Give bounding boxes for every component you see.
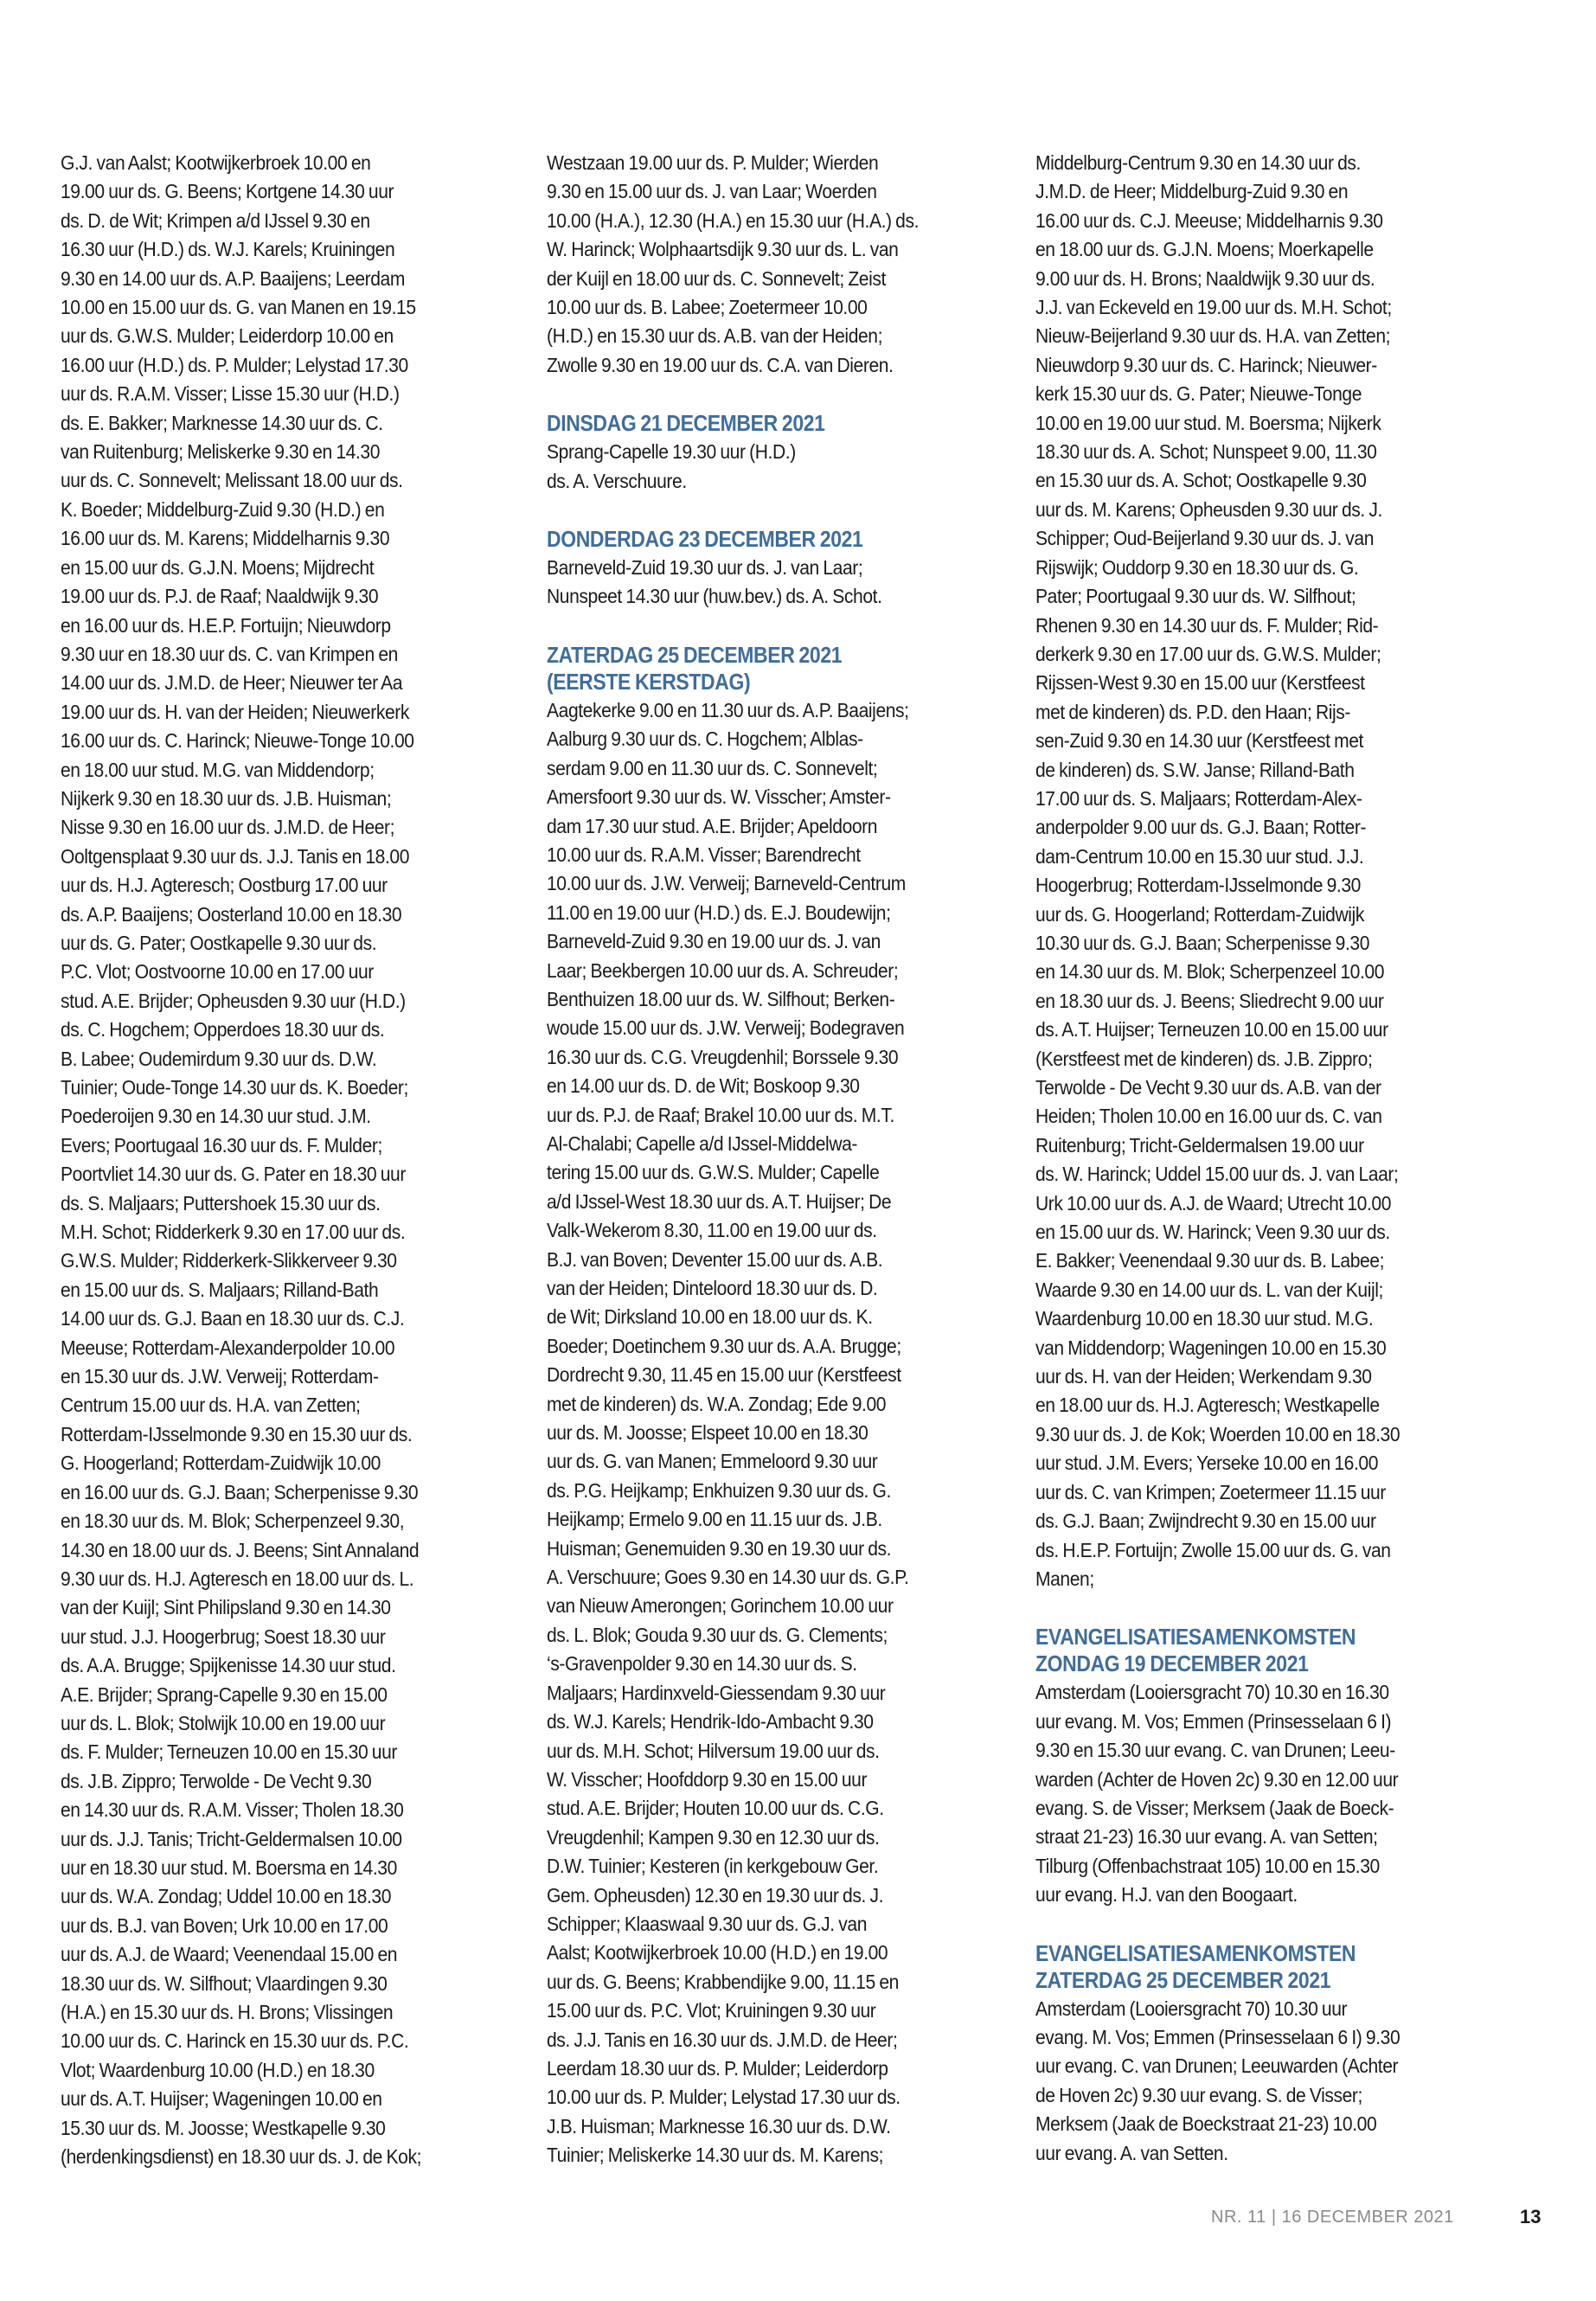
listing-line: 9.30 uur en 18.30 uur ds. C. van Krimpen en bbox=[61, 642, 398, 665]
listing-line: serdam 9.00 en 11.30 uur ds. C. Sonnevelt; bbox=[547, 756, 878, 779]
listing-line: (H.D.) en 15.30 uur ds. A.B. van der Heiden; bbox=[547, 324, 883, 348]
listing-line: en 16.00 uur ds. H.E.P. Fortuijn; Nieuwdorp bbox=[61, 613, 391, 637]
listing-line: woude 15.00 uur ds. J.W. Verweij; Bodegraven bbox=[547, 1016, 905, 1040]
listing-line: Nisse 9.30 en 16.00 uur ds. J.M.D. de Heer; bbox=[61, 816, 395, 839]
listing-line: de kinderen) ds. S.W. Janse; Rilland-Bath bbox=[1035, 758, 1355, 781]
listing-line: en 14.00 uur ds. D. de Wit; Boskoop 9.30 bbox=[547, 1074, 860, 1098]
listing-line: dam-Centrum 10.00 en 15.30 uur stud. J.J. bbox=[1035, 844, 1364, 868]
listing-line: ds. H.E.P. Fortuijn; Zwolle 15.00 uur ds. G. van bbox=[1035, 1538, 1391, 1561]
listing-line: uur ds. G. Hoogerland; Rotterdam-Zuidwijk bbox=[1035, 902, 1364, 926]
listing-line: Ooltgensplaat 9.30 uur ds. J.J. Tanis en 18.00 bbox=[61, 844, 410, 868]
listing-line: van der Kuijl; Sint Philipsland 9.30 en 14.30 bbox=[61, 1596, 391, 1619]
listing-line: (Kerstfeest met de kinderen) ds. J.B. Zippro; bbox=[1035, 1047, 1373, 1070]
listing-line: 14.00 uur ds. G.J. Baan en 18.30 uur ds. C.J. bbox=[61, 1307, 405, 1330]
listing-line: Barneveld-Zuid 19.30 uur ds. J. van Laar; bbox=[547, 556, 863, 580]
listing-line: Aagtekerke 9.00 en 11.30 uur ds. A.P. Baaijens; bbox=[547, 698, 909, 721]
listing-line: uur stud. J.M. Evers; Yerseke 10.00 en 16.00 bbox=[1035, 1452, 1378, 1475]
listing-line: Boeder; Doetinchem 9.30 uur ds. A.A. Brugge; bbox=[547, 1334, 901, 1357]
listing-line: Rijssen-West 9.30 en 15.00 uur (Kerstfeest bbox=[1035, 671, 1365, 695]
section-heading: EVANGELISATIESAMENKOMSTEN bbox=[1035, 1625, 1356, 1650]
listing-line: en 15.00 uur ds. W. Harinck; Veen 9.30 uur ds. bbox=[1035, 1221, 1390, 1244]
listing-line: uur ds. A.T. Huijser; Wageningen 10.00 en bbox=[61, 2087, 382, 2111]
listing-line: Amsterdam (Looiersgracht 70) 10.30 en 16.30 bbox=[1035, 1681, 1389, 1704]
listing-line: 10.00 (H.A.), 12.30 (H.A.) en 15.30 uur (H.A.) ds. bbox=[547, 208, 920, 232]
listing-line: Hoogerbrug; Rotterdam-IJsselmonde 9.30 bbox=[1035, 874, 1361, 897]
listing-line: Al-Chalabi; Capelle a/d IJssel-Middelwa- bbox=[547, 1131, 858, 1155]
listing-line: Aalst; Kootwijkerbroek 10.00 (H.D.) en 19.00 bbox=[547, 1941, 888, 1965]
column-2 bbox=[547, 149, 989, 2170]
listing-line: uur ds. C. van Krimpen; Zoetermeer 11.15 uur bbox=[1035, 1480, 1386, 1503]
listing-line: ds. D. de Wit; Krimpen a/d IJssel 9.30 en bbox=[61, 208, 370, 232]
listing-line: en 18.00 uur stud. M.G. van Middendorp; bbox=[61, 758, 375, 781]
listing-line: Meeuse; Rotterdam-Alexanderpolder 10.00 bbox=[61, 1336, 395, 1359]
section-heading: DINSDAG 21 DECEMBER 2021 bbox=[547, 412, 825, 437]
listing-line: van Ruitenburg; Meliskerke 9.30 en 14.30 bbox=[61, 440, 380, 464]
listing-line: Westzaan 19.00 uur ds. P. Mulder; Wierden bbox=[547, 151, 879, 174]
listing-line: Ruitenburg; Tricht-Geldermalsen 19.00 uur bbox=[1035, 1133, 1364, 1157]
listing-line: Zwolle 9.30 en 19.00 uur ds. C.A. van Dieren. bbox=[547, 353, 894, 376]
listing-line: Heijkamp; Ermelo 9.00 en 11.15 uur ds. J.B. bbox=[547, 1508, 882, 1531]
listing-line: 14.00 uur ds. J.M.D. de Heer; Nieuwer ter Aa bbox=[61, 671, 403, 695]
listing-line: a/d IJssel-West 18.30 uur ds. A.T. Huijser; De bbox=[547, 1189, 892, 1213]
listing-line: 9.30 en 15.30 uur evang. C. van Drunen; Leeu- bbox=[1035, 1739, 1395, 1762]
column-3 bbox=[1035, 149, 1477, 2168]
footer-issue-info bbox=[1211, 2208, 1454, 2227]
listing-line: ds. L. Blok; Gouda 9.30 uur ds. G. Clements; bbox=[547, 1623, 888, 1646]
listing-line: 10.00 uur ds. B. Labee; Zoetermeer 10.00 bbox=[547, 296, 868, 319]
listing-line: ds. S. Maljaars; Puttershoek 15.30 uur ds. bbox=[61, 1191, 381, 1215]
listing-line: Tuinier; Oude-Tonge 14.30 uur ds. K. Boeder; bbox=[61, 1076, 408, 1099]
listing-line: Terwolde - De Vecht 9.30 uur ds. A.B. van der bbox=[1035, 1076, 1381, 1099]
listing-line: 19.00 uur ds. H. van der Heiden; Nieuwerkerk bbox=[61, 700, 409, 723]
listing-line: Valk-Wekerom 8.30, 11.00 en 19.00 uur ds. bbox=[547, 1219, 877, 1242]
listing-line: uur ds. M. Karens; Opheusden 9.30 uur ds. J. bbox=[1035, 497, 1382, 521]
listing-line: uur ds. M.H. Schot; Hilversum 19.00 uur ds. bbox=[547, 1739, 880, 1762]
listing-line: Rijswijk; Ouddorp 9.30 en 18.30 uur ds. G. bbox=[1035, 555, 1359, 579]
listing-line: ds. W. Harinck; Uddel 15.00 uur ds. J. van Laar; bbox=[1035, 1163, 1399, 1186]
listing-line: ds. A. Verschuure. bbox=[547, 469, 687, 492]
listing-line: Nieuw-Beijerland 9.30 uur ds. H.A. van Zetten; bbox=[1035, 324, 1391, 348]
listing-line: J.M.D. de Heer; Middelburg-Zuid 9.30 en bbox=[1035, 180, 1349, 203]
listing-line: uur ds. C. Sonnevelt; Melissant 18.00 uur ds. bbox=[61, 469, 403, 492]
listing-line: Rotterdam-IJsselmonde 9.30 en 15.30 uur ds. bbox=[61, 1422, 413, 1445]
listing-line: Dordrecht 9.30, 11.45 en 15.00 uur (Kerstfeest bbox=[547, 1363, 901, 1387]
listing-line: (herdenkingsdienst) en 18.30 uur ds. J. de Kok; bbox=[61, 2145, 422, 2169]
listing-line: derkerk 9.30 en 17.00 uur ds. G.W.S. Mulder; bbox=[1035, 642, 1381, 665]
listing-line: uur ds. M. Joosse; Elspeet 10.00 en 18.30 bbox=[547, 1421, 869, 1445]
listing-line: uur ds. G. van Manen; Emmeloord 9.30 uur bbox=[547, 1450, 878, 1473]
listing-line: Centrum 15.00 uur ds. H.A. van Zetten; bbox=[61, 1394, 361, 1417]
listing-line: uur ds. G.W.S. Mulder; Leiderdorp 10.00 en bbox=[61, 324, 394, 348]
section-heading: ZATERDAG 25 DECEMBER 2021 bbox=[547, 643, 843, 668]
listing-line: Maljaars; Hardinxveld-Giessendam 9.30 uur bbox=[547, 1681, 886, 1704]
listing-line: 18.30 uur ds. W. Silfhout; Vlaardingen 9.30 bbox=[61, 1971, 388, 1995]
listing-line: ds. J.J. Tanis en 16.30 uur ds. J.M.D. de Heer; bbox=[547, 2028, 898, 2051]
page-number: 13 bbox=[1520, 2206, 1542, 2227]
listing-line: Amsterdam (Looiersgracht 70) 10.30 uur bbox=[1035, 1997, 1348, 2020]
listing-line: 15.30 uur ds. M. Joosse; Westkapelle 9.30 bbox=[61, 2116, 386, 2139]
listing-line: 14.30 en 18.00 uur ds. J. Beens; Sint Annaland bbox=[61, 1538, 420, 1561]
listing-line: Pater; Poortugaal 9.30 uur ds. W. Silfhout; bbox=[1035, 585, 1356, 608]
listing-line: 10.00 uur ds. R.A.M. Visser; Barendrecht bbox=[547, 843, 861, 866]
listing-line: D.W. Tuinier; Kesteren (in kerkgebouw Ger. bbox=[547, 1855, 879, 1878]
listing-line: J.B. Huisman; Marknesse 16.30 uur ds. D.W. bbox=[547, 2114, 891, 2138]
listing-line: Barneveld-Zuid 9.30 en 19.00 uur ds. J. van bbox=[547, 930, 881, 953]
listing-line: Nieuwdorp 9.30 uur ds. C. Harinck; Nieuwer- bbox=[1035, 353, 1377, 376]
listing-line: uur ds. J.J. Tanis; Tricht-Geldermalsen 10.00 bbox=[61, 1827, 402, 1850]
listing-line: Evers; Poortugaal 16.30 uur ds. F. Mulder; bbox=[61, 1133, 382, 1157]
listing-line: Heiden; Tholen 10.00 en 16.00 uur ds. C. van bbox=[1035, 1105, 1382, 1128]
listing-line: uur evang. A. van Setten. bbox=[1035, 2141, 1228, 2164]
listing-line: 16.30 uur ds. C.G. Vreugdenhil; Borssele 9.30 bbox=[547, 1045, 899, 1068]
section-heading: DONDERDAG 23 DECEMBER 2021 bbox=[547, 528, 863, 553]
listing-line: tering 15.00 uur ds. G.W.S. Mulder; Capelle bbox=[547, 1161, 880, 1184]
listing-line: E. Bakker; Veenendaal 9.30 uur ds. B. Labee; bbox=[1035, 1249, 1385, 1272]
listing-line: van Middendorp; Wageningen 10.00 en 15.30 bbox=[1035, 1336, 1387, 1359]
listing-line: uur stud. J.J. Hoogerbrug; Soest 18.30 uur bbox=[61, 1625, 386, 1648]
listing-line: 16.00 uur ds. C.J. Meeuse; Middelharnis 9.30 bbox=[1035, 208, 1383, 232]
listing-line: Manen; bbox=[1035, 1567, 1094, 1590]
listing-line: Amersfoort 9.30 uur ds. W. Visscher; Amster- bbox=[547, 785, 891, 809]
listing-line: W. Harinck; Wolphaartsdijk 9.30 uur ds. L. van bbox=[547, 238, 899, 261]
listing-line: P.C. Vlot; Oostvoorne 10.00 en 17.00 uur bbox=[61, 960, 374, 984]
listing-line: ds. A.T. Huijser; Terneuzen 10.00 en 15.00 uur bbox=[1035, 1018, 1388, 1042]
listing-line: straat 21-23) 16.30 uur evang. A. van Setten; bbox=[1035, 1825, 1378, 1849]
issue-number: NR. 11 bbox=[1211, 2208, 1266, 2227]
listing-line: ds. G.J. Baan; Zwijndrecht 9.30 en 15.00 uur bbox=[1035, 1509, 1376, 1533]
listing-line: kerk 15.30 uur ds. G. Pater; Nieuwe-Tonge bbox=[1035, 382, 1362, 406]
listing-line: ds. J.B. Zippro; Terwolde - De Vecht 9.30 bbox=[61, 1769, 372, 1792]
listing-line: evang. S. de Visser; Merksem (Jaak de Boeck- bbox=[1035, 1796, 1394, 1819]
section-heading: ZATERDAG 25 DECEMBER 2021 bbox=[1035, 1968, 1331, 1993]
listing-line: uur ds. H. van der Heiden; Werkendam 9.30 bbox=[1035, 1365, 1372, 1388]
listing-line: van der Heiden; Dinteloord 18.30 uur ds. D. bbox=[547, 1277, 878, 1299]
block-spacer bbox=[547, 380, 989, 411]
listing-line: en 15.30 uur ds. A. Schot; Oostkapelle 9.30 bbox=[1035, 469, 1367, 492]
listing-line: stud. A.E. Brijder; Opheusden 9.30 uur (H.D.) bbox=[61, 989, 406, 1012]
listing-line: 9.00 uur ds. H. Brons; Naaldwijk 9.30 uur ds. bbox=[1035, 266, 1375, 290]
listing-line: Laar; Beekbergen 10.00 uur ds. A. Schreuder; bbox=[547, 958, 899, 982]
block-spacer bbox=[1035, 1593, 1477, 1625]
listing-line: en 15.00 uur ds. G.J.N. Moens; Mijdrecht bbox=[61, 555, 375, 579]
listing-line: uur evang. H.J. van den Boogaart. bbox=[1035, 1883, 1298, 1907]
listing-line: evang. M. Vos; Emmen (Prinsesselaan 6 I) 9.30 bbox=[1035, 2025, 1401, 2048]
listing-line: dam 17.30 uur stud. A.E. Brijder; Apeldoorn bbox=[547, 814, 878, 837]
listing-line: 9.30 uur ds. H.J. Agteresch en 18.00 uur ds. L. bbox=[61, 1567, 414, 1590]
listing-line: en 18.30 uur ds. M. Blok; Scherpenzeel 9.30, bbox=[61, 1509, 405, 1533]
listing-line: met de kinderen) ds. P.D. den Haan; Rijs- bbox=[1035, 700, 1351, 723]
listing-line: van Nieuw Amerongen; Gorinchem 10.00 uur bbox=[547, 1594, 894, 1618]
listing-line: en 18.00 uur ds. G.J.N. Moens; Moerkapelle bbox=[1035, 238, 1374, 261]
listing-line: Nunspeet 14.30 uur (huw.bev.) ds. A. Schot. bbox=[547, 585, 882, 608]
listing-line: G.W.S. Mulder; Ridderkerk-Slikkerveer 9.30 bbox=[61, 1249, 397, 1272]
listing-line: Nijkerk 9.30 en 18.30 uur ds. J.B. Huisman; bbox=[61, 786, 392, 810]
listing-line: uur ds. G. Pater; Oostkapelle 9.30 uur ds. bbox=[61, 931, 377, 954]
listing-line: Tuinier; Meliskerke 14.30 uur ds. M. Karens; bbox=[547, 2144, 884, 2167]
listing-line: 9.30 en 14.00 uur ds. A.P. Baaijens; Leerdam bbox=[61, 266, 405, 290]
listing-line: Schipper; Klaaswaal 9.30 uur ds. G.J. van bbox=[547, 1912, 867, 1935]
listing-line: Huisman; Genemuiden 9.30 en 19.30 uur ds. bbox=[547, 1536, 892, 1560]
listing-line: uur ds. R.A.M. Visser; Lisse 15.30 uur (H.D.) bbox=[61, 382, 400, 406]
listing-line: A.E. Brijder; Sprang-Capelle 9.30 en 15.00 bbox=[61, 1682, 388, 1706]
listing-line: K. Boeder; Middelburg-Zuid 9.30 (H.D.) en bbox=[61, 497, 385, 521]
listing-line: Gem. Opheusden) 12.30 en 19.30 uur ds. J. bbox=[547, 1883, 884, 1907]
listing-line: 16.00 uur ds. C. Harinck; Nieuwe-Tonge 10.00 bbox=[61, 729, 414, 753]
listing-line: 10.30 uur ds. G.J. Baan; Scherpenisse 9.30 bbox=[1035, 931, 1370, 954]
listing-line: ds. A.P. Baaijens; Oosterland 10.00 en 18.30 bbox=[61, 902, 402, 926]
listing-line: Vreugdenhil; Kampen 9.30 en 12.30 uur ds. bbox=[547, 1825, 880, 1849]
listing-line: 16.00 uur (H.D.) ds. P. Mulder; Lelystad 17.30 bbox=[61, 353, 408, 376]
listing-line: en 16.00 uur ds. G.J. Baan; Scherpenisse 9.30 bbox=[61, 1480, 419, 1503]
listing-line: uur ds. L. Blok; Stolwijk 10.00 en 19.00 uur bbox=[61, 1711, 386, 1734]
listing-line: 9.30 uur ds. J. de Kok; Woerden 10.00 en 18.30 bbox=[1035, 1422, 1401, 1445]
listing-line: en 14.30 uur ds. R.A.M. Visser; Tholen 18.30 bbox=[61, 1798, 404, 1822]
listing-line: W. Visscher; Hoofddorp 9.30 en 15.00 uur bbox=[547, 1767, 868, 1791]
listing-line: ds. E. Bakker; Marknesse 14.30 uur ds. C. bbox=[61, 411, 383, 434]
listing-line: uur evang. C. van Drunen; Leeuwarden (Achter bbox=[1035, 2054, 1399, 2078]
listing-line: (H.A.) en 15.30 uur ds. H. Brons; Vlissingen bbox=[61, 2001, 394, 2023]
listing-line: 19.00 uur ds. P.J. de Raaf; Naaldwijk 9.30 bbox=[61, 585, 379, 608]
listing-line: ds. C. Hogchem; Opperdoes 18.30 uur ds. bbox=[61, 1018, 385, 1042]
listing-line: Schipper; Oud-Beijerland 9.30 uur ds. J. van bbox=[1035, 527, 1375, 550]
listing-line: uur en 18.30 uur stud. M. Boersma en 14.30 bbox=[61, 1856, 397, 1879]
listing-line: de Wit; Dirksland 10.00 en 18.00 uur ds. K. bbox=[547, 1305, 873, 1329]
listing-line: Benthuizen 18.00 uur ds. W. Silfhout; Berken- bbox=[547, 987, 895, 1010]
listing-line: en 18.00 uur ds. H.J. Agteresch; Westkapelle bbox=[1035, 1394, 1380, 1417]
listing-line: 17.00 uur ds. S. Maljaars; Rotterdam-Alex- bbox=[1035, 786, 1362, 810]
listing-line: Waarde 9.30 en 14.00 uur ds. L. van der Kuijl; bbox=[1035, 1278, 1383, 1301]
listing-line: stud. A.E. Brijder; Houten 10.00 uur ds. C.G. bbox=[547, 1797, 884, 1820]
listing-line: uur ds. A.J. de Waard; Veenendaal 15.00 en bbox=[61, 1943, 398, 1966]
listing-line: en 14.30 uur ds. M. Blok; Scherpenzeel 10.00 bbox=[1035, 960, 1385, 984]
listing-line: A. Verschuure; Goes 9.30 en 14.30 uur ds. G.P. bbox=[547, 1566, 909, 1589]
listing-line: uur ds. G. Beens; Krabbendijke 9.00, 11.15 en bbox=[547, 1970, 899, 1993]
listing-line: Vlot; Waardenburg 10.00 (H.D.) en 18.30 bbox=[61, 2058, 375, 2081]
listing-line: Aalburg 9.30 uur ds. C. Hogchem; Alblas- bbox=[547, 727, 863, 751]
listing-line: uur evang. M. Vos; Emmen (Prinsesselaan 6 I) bbox=[1035, 1709, 1392, 1733]
listing-line: Urk 10.00 uur ds. A.J. de Waard; Utrecht 10.00 bbox=[1035, 1191, 1392, 1215]
listing-line: 15.00 uur ds. P.C. Vlot; Kruiningen 9.30 uur bbox=[547, 1999, 876, 2022]
section-heading: EVANGELISATIESAMENKOMSTEN bbox=[1035, 1941, 1356, 1966]
listing-line: J.J. van Eckeveld en 19.00 uur ds. M.H. Schot; bbox=[1035, 296, 1392, 319]
block-spacer bbox=[1035, 1910, 1477, 1941]
listing-line: Sprang-Capelle 19.30 uur (H.D.) bbox=[547, 440, 796, 464]
listing-line: ds. F. Mulder; Terneuzen 10.00 en 15.30 uur bbox=[61, 1740, 398, 1764]
listing-line: 10.00 uur ds. J.W. Verweij; Barneveld-Centrum bbox=[547, 872, 906, 895]
listing-line: 10.00 uur ds. P. Mulder; Lelystad 17.30 uur ds. bbox=[547, 2086, 901, 2109]
listing-line: 10.00 uur ds. C. Harinck en 15.30 uur ds. P.C. bbox=[61, 2029, 409, 2053]
listing-line: 16.00 uur ds. M. Karens; Middelharnis 9.30 bbox=[61, 527, 390, 550]
listing-line: en 15.30 uur ds. J.W. Verweij; Rotterdam- bbox=[61, 1365, 379, 1388]
issue-date: 16 DECEMBER 2021 bbox=[1281, 2208, 1454, 2227]
listing-line: Poortvliet 14.30 uur ds. G. Pater en 18.30 uur bbox=[61, 1163, 406, 1186]
listing-line: 19.00 uur ds. G. Beens; Kortgene 14.30 uur bbox=[61, 180, 394, 203]
listing-line: ds. P.G. Heijkamp; Enkhuizen 9.30 uur ds. G. bbox=[547, 1478, 891, 1502]
listing-line: anderpolder 9.00 uur ds. G.J. Baan; Rotter- bbox=[1035, 816, 1367, 839]
listing-line: warden (Achter de Hoven 2c) 9.30 en 12.00 uur bbox=[1035, 1767, 1399, 1791]
listing-line: uur ds. P.J. de Raaf; Brakel 10.00 uur ds. M.T. bbox=[547, 1103, 894, 1126]
listing-line: 9.30 en 15.00 uur ds. J. van Laar; Woerden bbox=[547, 180, 877, 203]
listing-line: uur ds. W.A. Zondag; Uddel 10.00 en 18.30 bbox=[61, 1885, 392, 1908]
listing-line: B.J. van Boven; Deventer 15.00 uur ds. A.B. bbox=[547, 1247, 883, 1271]
listing-line: uur ds. B.J. van Boven; Urk 10.00 en 17.00 bbox=[61, 1913, 388, 1937]
block-spacer bbox=[547, 496, 989, 527]
listing-line: ds. W.J. Karels; Hendrik-Ido-Ambacht 9.30 bbox=[547, 1710, 874, 1734]
listing-line: B. Labee; Oudemirdum 9.30 uur ds. D.W. bbox=[61, 1047, 377, 1070]
listing-line: sen-Zuid 9.30 en 14.30 uur (Kerstfeest met bbox=[1035, 729, 1363, 753]
listing-line: G. Hoogerland; Rotterdam-Zuidwijk 10.00 bbox=[61, 1452, 381, 1475]
listing-line: 10.00 en 15.00 uur ds. G. van Manen en 19.15 bbox=[61, 296, 416, 319]
listing-line: Tilburg (Offenbachstraat 105) 10.00 en 15.30 bbox=[1035, 1854, 1380, 1877]
listing-line: en 15.00 uur ds. S. Maljaars; Rilland-Bath bbox=[61, 1278, 379, 1301]
listing-line: M.H. Schot; Ridderkerk 9.30 en 17.00 uur ds. bbox=[61, 1221, 406, 1244]
listing-line: 18.30 uur ds. A. Schot; Nunspeet 9.00, 11.30 bbox=[1035, 440, 1377, 464]
listing-line: Leerdam 18.30 uur ds. P. Mulder; Leiderdorp bbox=[547, 2056, 888, 2080]
listing-line: der Kuijl en 18.00 uur ds. C. Sonnevelt; Zeist bbox=[547, 266, 886, 290]
listing-line: Merksem (Jaak de Boeckstraat 21-23) 10.00 bbox=[1035, 2112, 1377, 2136]
listing-line: en 18.30 uur ds. J. Beens; Sliedrecht 9.00 uur bbox=[1035, 989, 1384, 1012]
listing-line: 16.30 uur (H.D.) ds. W.J. Karels; Kruiningen bbox=[61, 238, 395, 261]
block-spacer bbox=[547, 612, 989, 643]
listing-line: de Hoven 2c) 9.30 uur evang. S. de Visser; bbox=[1035, 2083, 1362, 2106]
listing-line: Waardenburg 10.00 en 18.30 uur stud. M.G. bbox=[1035, 1307, 1374, 1330]
listing-line: ‘s-Gravenpolder 9.30 en 14.30 uur ds. S. bbox=[547, 1652, 857, 1676]
listing-line: Middelburg-Centrum 9.30 en 14.30 uur ds. bbox=[1035, 151, 1362, 174]
listing-line: met de kinderen) ds. W.A. Zondag; Ede 9.00 bbox=[547, 1392, 887, 1415]
listing-line: ds. A.A. Brugge; Spijkenisse 14.30 uur stud. bbox=[61, 1654, 396, 1677]
section-heading: (EERSTE KERSTDAG) bbox=[547, 670, 751, 695]
footer-separator: | bbox=[1271, 2208, 1277, 2227]
column-1 bbox=[61, 149, 503, 2171]
section-heading: ZONDAG 19 DECEMBER 2021 bbox=[1035, 1652, 1309, 1677]
listing-line: uur ds. H.J. Agteresch; Oostburg 17.00 uur bbox=[61, 874, 388, 897]
listing-line: Poederoijen 9.30 en 14.30 uur stud. J.M. bbox=[61, 1105, 371, 1128]
listing-line: 10.00 en 19.00 uur stud. M. Boersma; Nijkerk bbox=[1035, 411, 1381, 434]
listing-line: 11.00 en 19.00 uur (H.D.) ds. E.J. Boudewijn; bbox=[547, 901, 891, 924]
listing-line: Rhenen 9.30 en 14.30 uur ds. F. Mulder; Rid- bbox=[1035, 613, 1379, 637]
listing-line: G.J. van Aalst; Kootwijkerbroek 10.00 en bbox=[61, 151, 371, 174]
